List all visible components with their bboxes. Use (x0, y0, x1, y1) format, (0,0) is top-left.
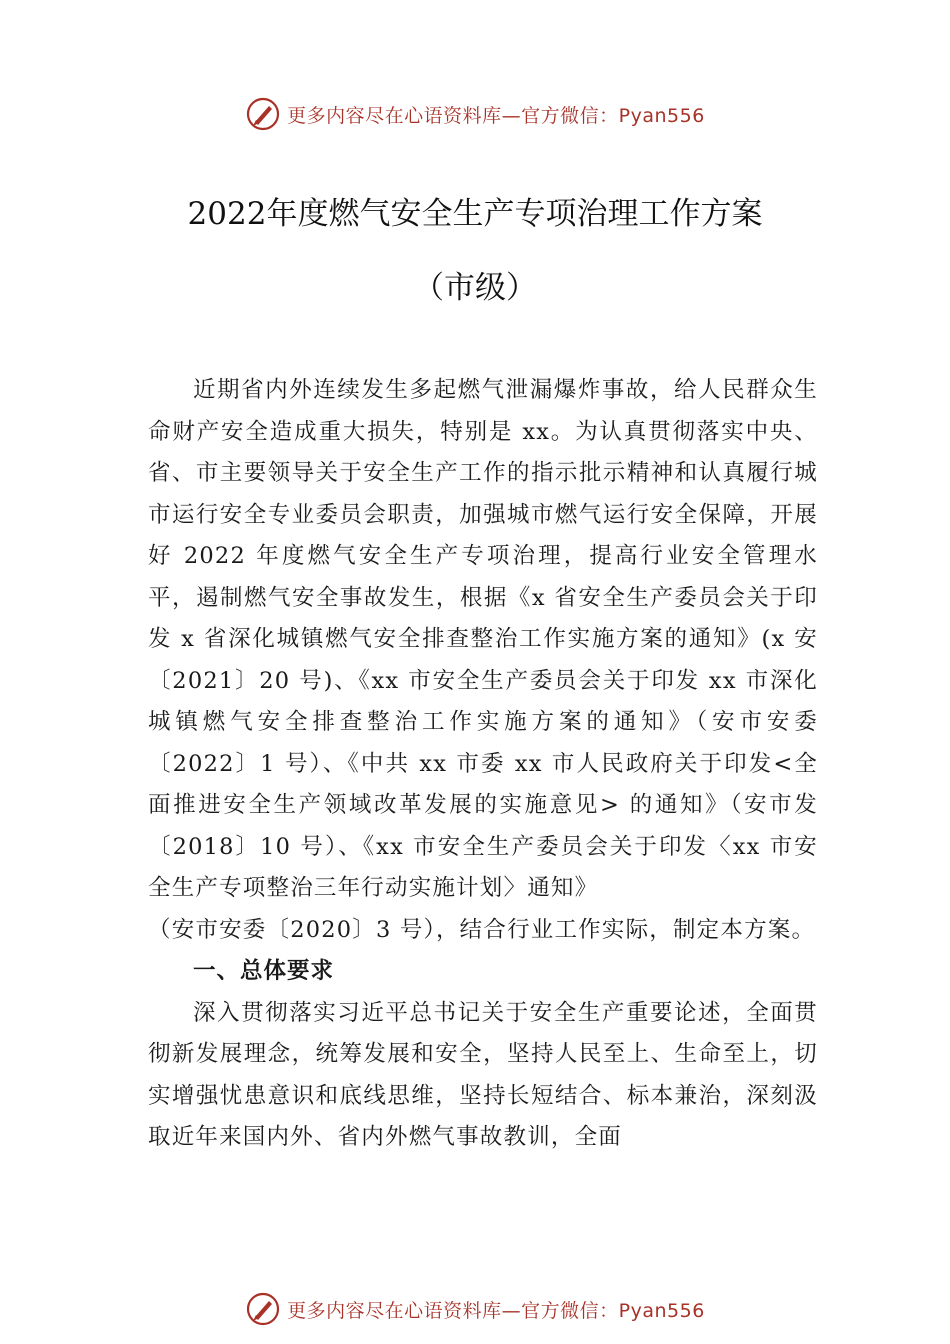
footer-banner (0, 1289, 950, 1329)
header-banner (0, 94, 950, 134)
banner-text: 更多内容尽在心语资料库—官方微信：Pyan556 (287, 104, 705, 127)
pen-logo-icon (245, 1291, 281, 1327)
banner-text: 更多内容尽在心语资料库—官方微信：Pyan556 (287, 1299, 705, 1322)
intro-paragraph-tail: （安市安委〔2020〕3 号），结合行业工作实际，制定本方案。 (148, 916, 816, 943)
pen-logo-icon (245, 96, 281, 132)
intro-paragraph: 近期省内外连续发生多起燃气泄漏爆炸事故，给人民群众生命财产安全造成重大损失，特别是 xx。为认真贯彻落实中央、省、市主要领导关于安全生产工作的指示批示精神和认真履行城市运行安全专业委员会职责，加强城市燃气运行安全保障，开展好 2022 年度燃气安全生产专项治理，提高行业安全管理水平，遏制燃气安全事故发生，根据《x 省安全生产委员会关于印发 x 省深化城镇燃气安全排查整治工作实施方案的通知》(x 安〔2021〕20 号)、《xx 市安全生产委员会关于印发 xx 市深化城镇燃气安全排查整治工作实施方案的通知》（安市安委〔2022〕1 号）、《中共 xx 市委 xx 市人民政府关于印发<全面推进安全生产领域改革发展的实施意见> 的通知》（安市发〔2018〕10 号）、《xx 市安全生产委员会关于印发〈xx 市安全生产专项整治三年行动实施计划〉通知》 (148, 377, 818, 901)
document-title: 2022年度燃气安全生产专项治理工作方案 (187, 196, 763, 232)
section-paragraph: 深入贯彻落实习近平总书记关于安全生产重要论述，全面贯彻新发展理念，统筹发展和安全，坚持人民至上、生命至上，切实增强忧患意识和底线思维，坚持长短结合、标本兼治，深刻汲取近年来国内外、省内外燃气事故教训，全面 (148, 999, 818, 1150)
section-heading: 一、总体要求 (193, 958, 335, 984)
document-subtitle: （市级） (413, 270, 537, 306)
document-body (148, 370, 818, 1159)
